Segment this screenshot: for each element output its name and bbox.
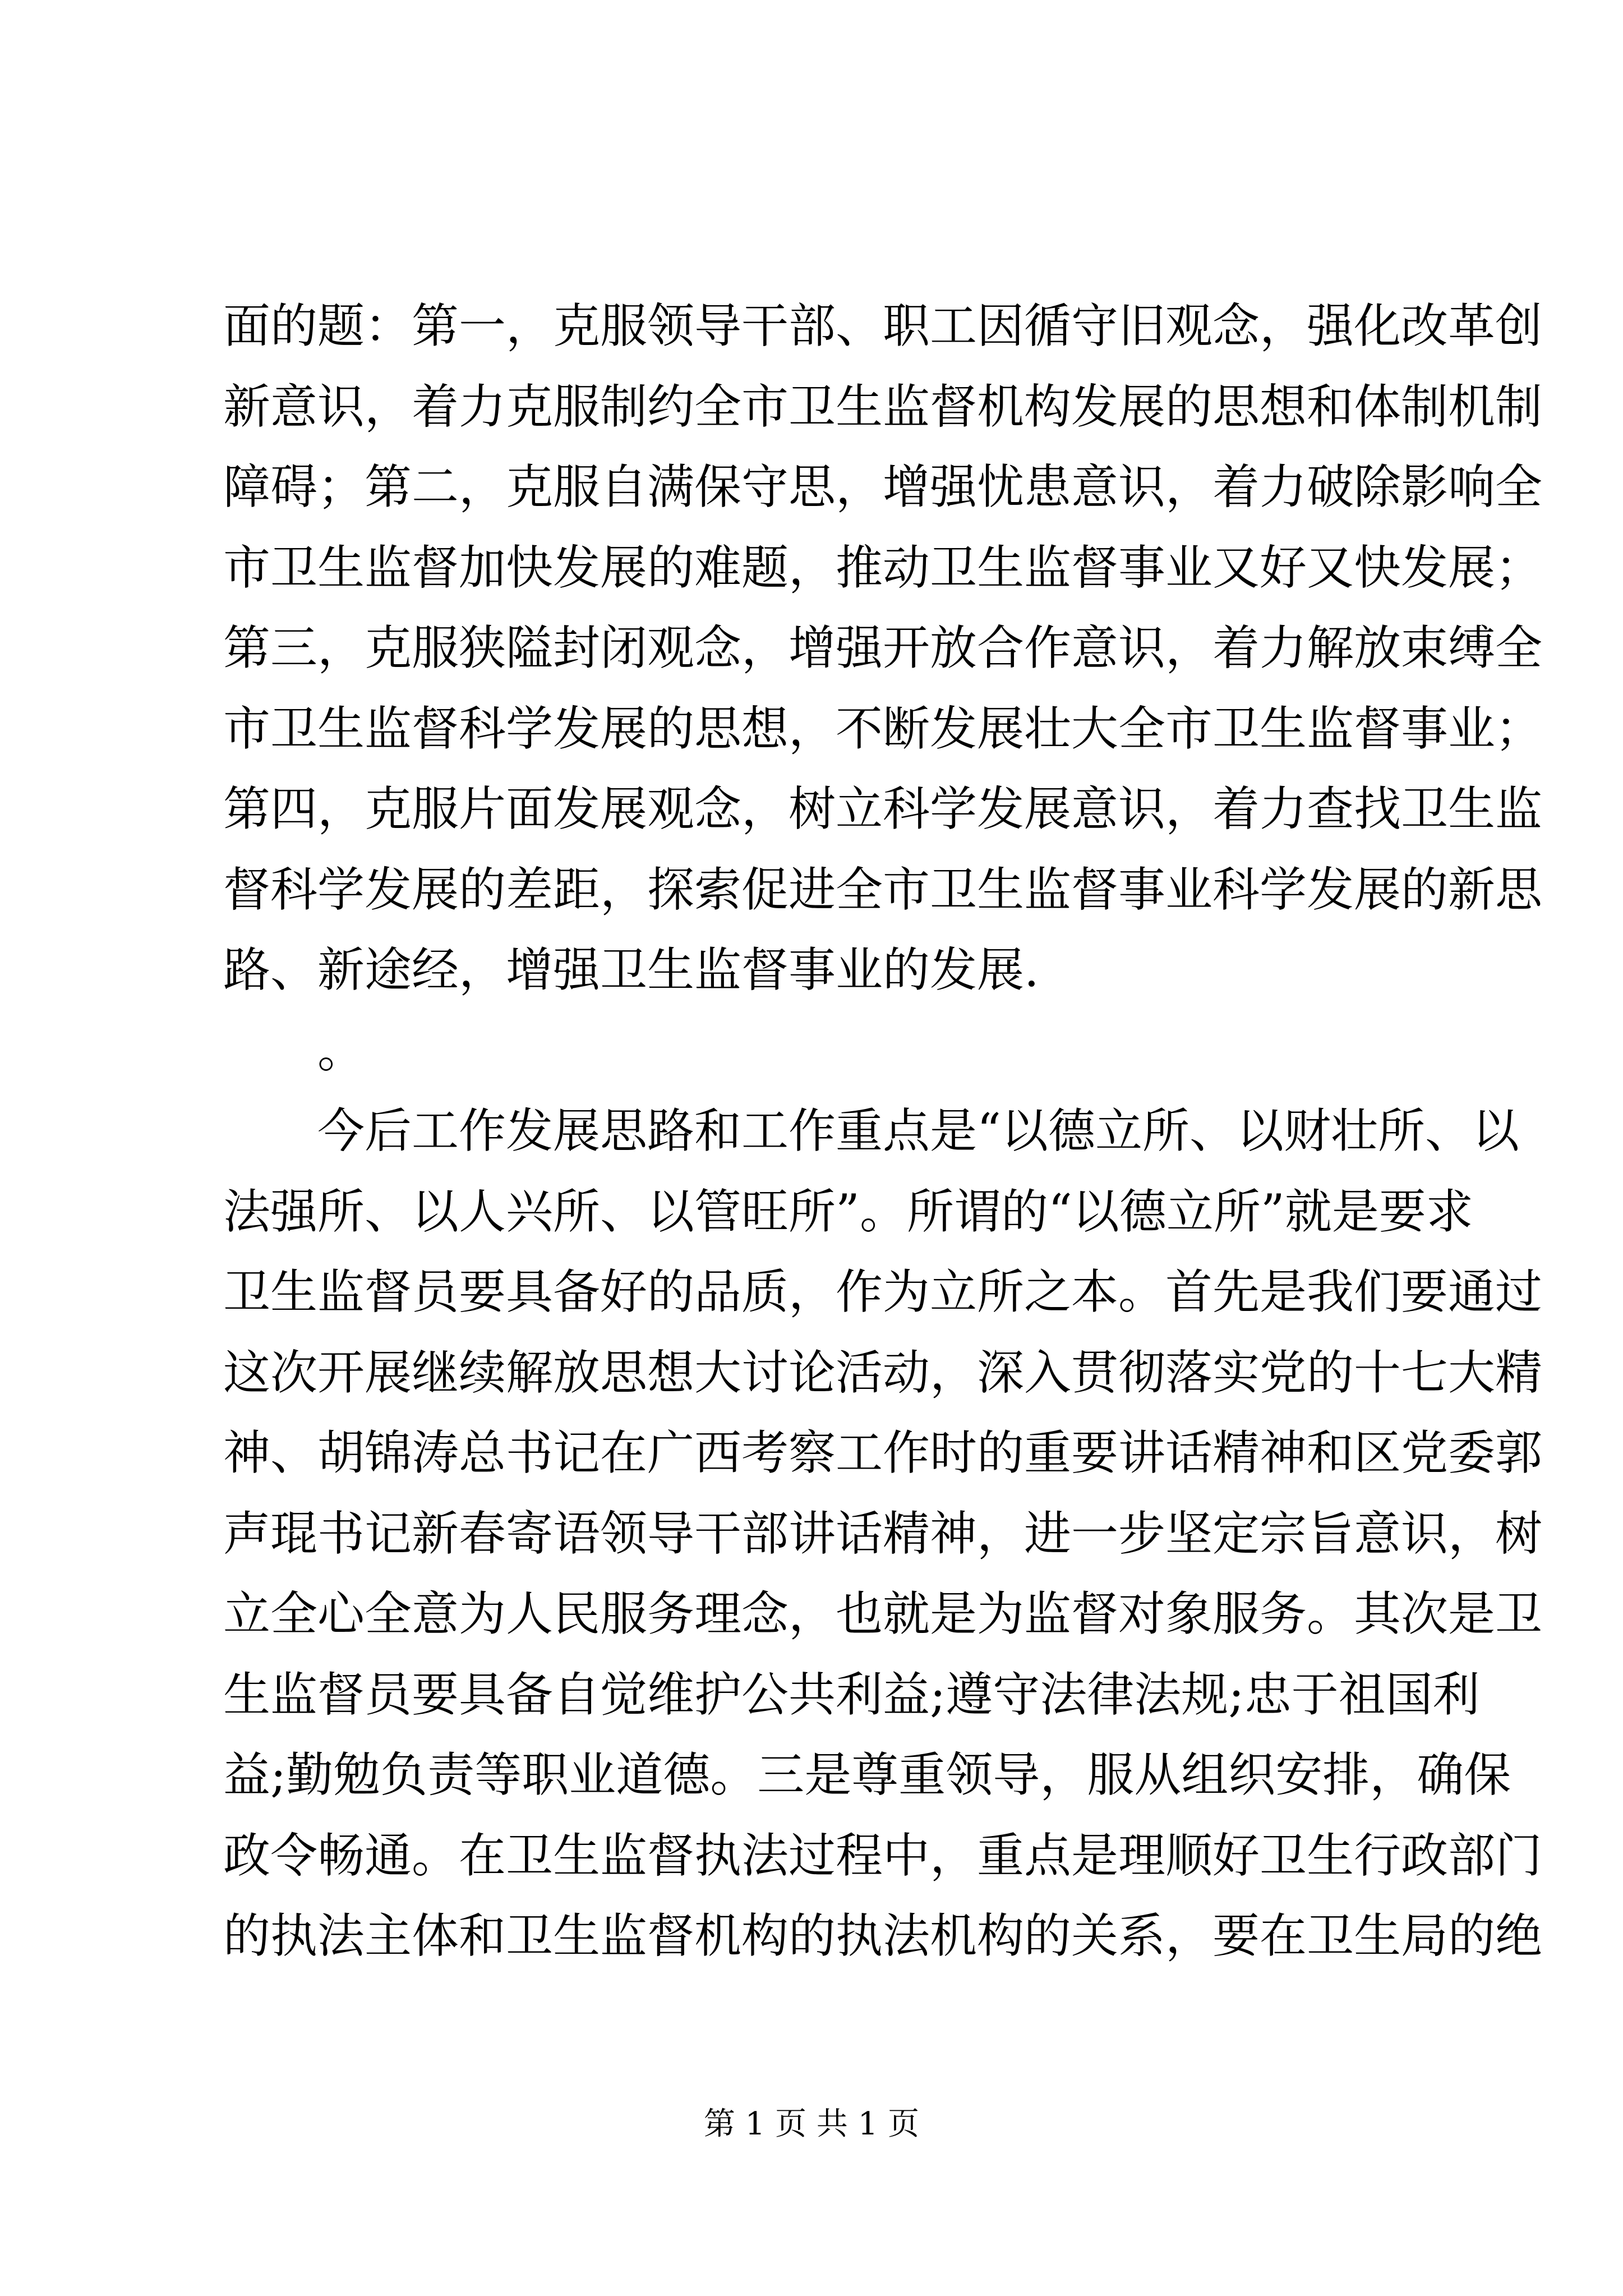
- text-line: 立全心全意为人民服务理念，也就是为监督对象服务。其次是卫: [223, 1586, 1543, 1641]
- text-line: 生监督员要具备自觉维护公共利益;遵守法律法规;忠于祖国利: [223, 1667, 1480, 1722]
- text-line: 障碍；第二，克服自满保守思，增强忧患意识，着力破除影响全: [223, 459, 1543, 514]
- text-line: 新意识，着力克服制约全市卫生监督机构发展的思想和体制机制: [223, 379, 1543, 434]
- paragraph-2: [223, 1091, 1543, 1977]
- text-line: 的执法主体和卫生监督机构的执法机构的关系，要在卫生局的绝: [223, 1908, 1543, 1963]
- text-line: 今后工作发展思路和工作重点是“以德立所、以财壮所、以: [317, 1103, 1519, 1158]
- text-line: 声琨书记新春寄语领导干部讲话精神，进一步坚定宗旨意识，树: [223, 1506, 1543, 1561]
- text-line: 神、胡锦涛总书记在广西考察工作时的重要讲话精神和区党委郭: [223, 1425, 1543, 1480]
- document-body: [223, 286, 1543, 1977]
- page-footer: 第 1 页 共 1 页: [703, 2106, 920, 2142]
- text-line: 益;勤勉负责等职业道德。三是尊重领导，服从组织安排，确保: [223, 1747, 1511, 1802]
- text-line: 政令畅通。在卫生监督执法过程中，重点是理顺好卫生行政部门: [223, 1828, 1543, 1883]
- text-line: 路、新途经，增强卫生监督事业的发展.: [223, 942, 1039, 997]
- text-line: 市卫生监督加快发展的难题，推动卫生监督事业又好又快发展；: [223, 540, 1543, 595]
- separator-mark: 。: [317, 1023, 365, 1078]
- text-line: 督科学发展的差距，探索促进全市卫生监督事业科学发展的新思: [223, 862, 1543, 917]
- text-line: 卫生监督员要具备好的品质，作为立所之本。首先是我们要通过: [223, 1264, 1543, 1319]
- text-line: 第四，克服片面发展观念，树立科学发展意识，着力查找卫生监: [223, 781, 1543, 836]
- text-line: 市卫生监督科学发展的思想，不断发展壮大全市卫生监督事业；: [223, 701, 1543, 756]
- text-line: 法强所、以人兴所、以管旺所”。所谓的“以德立所”就是要求: [223, 1184, 1473, 1239]
- text-line: 第三，克服狭隘封闭观念，增强开放合作意识，着力解放束缚全: [223, 620, 1543, 675]
- paragraph-1: [223, 286, 1543, 1011]
- text-line: 这次开展继续解放思想大讨论活动，深入贯彻落实党的十七大精: [223, 1345, 1543, 1400]
- text-line: 面的题：第一，克服领导干部、职工因循守旧观念，强化改革创: [223, 298, 1543, 353]
